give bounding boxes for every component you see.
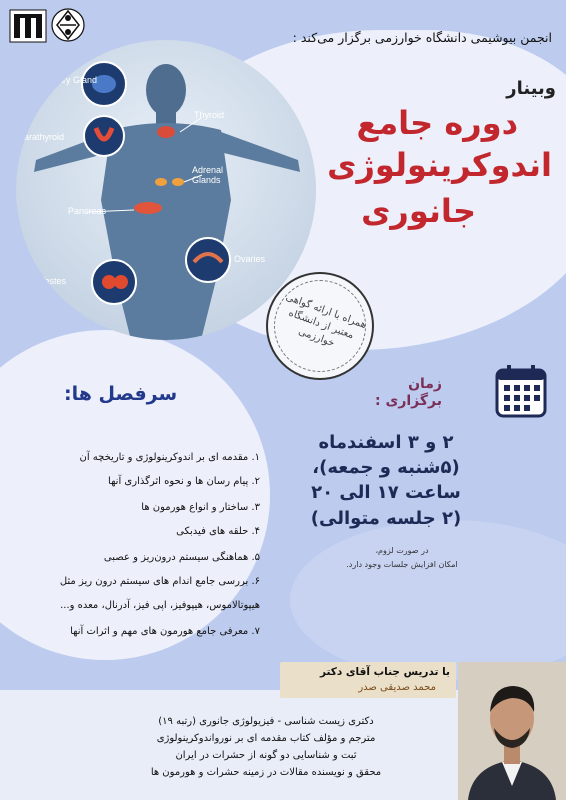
endocrine-illustration [16, 40, 316, 340]
date-line-2: (۵شنبه و جمعه)، [312, 457, 460, 479]
event-type: وبینار [506, 78, 556, 99]
instructor-portrait [458, 662, 566, 800]
toc-item: ۲. پیام رسان ها و نحوه اثرگذاری آنها [108, 476, 260, 487]
title-line-1: دوره جامع [356, 104, 518, 142]
calendar-icon [495, 364, 547, 418]
toc-item: ۴. حلقه های فیدبکی [176, 526, 260, 537]
thyroid-label: Thyroid [194, 110, 225, 120]
bio-line: مترجم و مؤلف کتاب مقدمه ای بر نورواندوکرینولوژی [156, 733, 376, 744]
adrenal-label: Adrenal Glands [192, 165, 224, 185]
instructor-name: محمد صدیقی صدر [358, 682, 436, 693]
toc-title: سرفصل ها: [64, 383, 178, 405]
university-logo [8, 6, 48, 44]
parathyroid-label: Parathyroid [18, 132, 65, 142]
toc-item: ۱. مقدمه ای بر اندوکرینولوژی و تاریخچه آن [79, 452, 260, 463]
instructor-title: با تدریس جناب آقای دکتر [319, 666, 450, 678]
schedule-dates [246, 430, 526, 531]
ovaries-label: Ovaries [234, 254, 266, 264]
toc-item: هیپوتالاموس، هیپوفیز، اپی فیز، آدرنال، معده و... [60, 600, 260, 611]
instructor-photo [458, 662, 566, 800]
toc-item: ۳. ساختار و انواع هورمون ها [141, 502, 260, 513]
schedule-label-line1: زمان [408, 376, 442, 392]
organizer-text: انجمن بیوشیمی دانشگاه خوارزمی برگزار می‌کند : [292, 30, 552, 45]
stamp-text: همراه با ارائه گواهی معتبر از دانشگاه خوارزمی [284, 291, 368, 350]
toc-item: ۶. بررسی جامع اندام های سیستم درون ریز مثل [59, 576, 260, 587]
pituitary-label: Pituitary Gland [38, 75, 98, 85]
bio-line: ثبت و شناسایی دو گونه از حشرات در ایران [175, 750, 357, 761]
schedule-label-line2: برگزاری : [375, 392, 442, 409]
bio-line: محقق و نویسنده مقالات در زمینه حشرات و هورمون ها [150, 767, 382, 778]
background-blob [290, 520, 566, 680]
date-line-4: (۲ جلسه متوالی) [310, 507, 462, 529]
pancreas-label: Pancreas [68, 206, 107, 216]
schedule-label [375, 376, 442, 410]
certificate-stamp [266, 272, 374, 380]
toc-item: ۷. معرفی جامع هورمون های مهم و اثرات آنها [70, 626, 260, 637]
instructor-name-box [280, 662, 456, 698]
toc-item: ۵. هماهنگی سیستم درون‌ریز و عصبی [103, 552, 260, 563]
title-line-2: اندوکرینولوژی [327, 146, 552, 184]
schedule-note-1: در صورت لزوم، [375, 546, 429, 555]
association-logo [48, 6, 88, 44]
schedule-note-2: امکان افزایش جلسات وجود دارد. [346, 560, 458, 569]
bio-line: دکتری زیست شناسی - فیزیولوژی جانوری (رتبه ۱۹) [158, 716, 374, 727]
date-line-3: ساعت ۱۷ الی ۲۰ [311, 482, 461, 504]
title-line-3: جانوری [361, 192, 476, 230]
date-line-1: ۲ و ۳ اسفندماه [318, 432, 454, 453]
testes-label: Testes [40, 276, 67, 286]
